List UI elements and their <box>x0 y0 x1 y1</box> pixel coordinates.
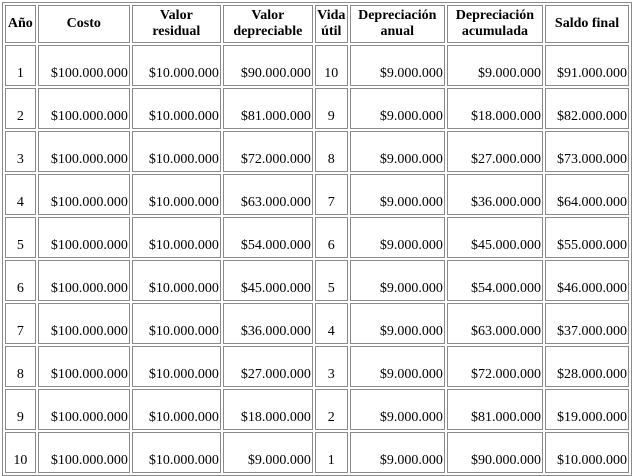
cell-residual: $10.000.000 <box>132 45 221 86</box>
cell-accumulated: $54.000.000 <box>447 260 543 301</box>
cell-annual: $9.000.000 <box>350 346 445 387</box>
cell-life: 3 <box>315 346 348 387</box>
cell-depreciable: $90.000.000 <box>223 45 313 86</box>
cell-annual: $9.000.000 <box>350 389 445 430</box>
cell-depreciable: $63.000.000 <box>223 174 313 215</box>
cell-final: $82.000.000 <box>545 88 629 129</box>
cell-cost: $100.000.000 <box>38 389 130 430</box>
cell-final: $46.000.000 <box>545 260 629 301</box>
header-row <box>5 5 629 43</box>
cell-cost: $100.000.000 <box>38 260 130 301</box>
table-row <box>5 217 629 258</box>
cell-life: 2 <box>315 389 348 430</box>
cell-year: 6 <box>5 260 36 301</box>
column-header-annual-line: Depreciación <box>358 8 437 23</box>
cell-life: 10 <box>315 45 348 86</box>
cell-final: $55.000.000 <box>545 217 629 258</box>
column-header-life <box>315 5 348 43</box>
cell-life: 6 <box>315 217 348 258</box>
cell-accumulated: $72.000.000 <box>447 346 543 387</box>
column-header-depreciable-line: Valor <box>251 8 285 23</box>
cell-life: 7 <box>315 174 348 215</box>
table-row <box>5 389 629 430</box>
cell-final: $37.000.000 <box>545 303 629 344</box>
cell-residual: $10.000.000 <box>132 346 221 387</box>
column-header-residual-line: residual <box>152 24 201 39</box>
cell-cost: $100.000.000 <box>38 174 130 215</box>
cell-residual: $10.000.000 <box>132 260 221 301</box>
column-header-final-line: Saldo final <box>554 16 620 31</box>
cell-depreciable: $9.000.000 <box>223 432 313 473</box>
cell-depreciable: $81.000.000 <box>223 88 313 129</box>
cell-accumulated: $45.000.000 <box>447 217 543 258</box>
table-row <box>5 303 629 344</box>
cell-annual: $9.000.000 <box>350 131 445 172</box>
cell-residual: $10.000.000 <box>132 88 221 129</box>
cell-annual: $9.000.000 <box>350 260 445 301</box>
column-header-final <box>545 5 629 43</box>
column-header-accumulated <box>447 5 543 43</box>
column-header-residual-line: Valor <box>159 8 193 23</box>
cell-life: 9 <box>315 88 348 129</box>
column-header-annual-line: anual <box>380 24 414 39</box>
column-header-residual <box>132 5 221 43</box>
cell-accumulated: $36.000.000 <box>447 174 543 215</box>
cell-cost: $100.000.000 <box>38 217 130 258</box>
column-header-cost-line: Costo <box>66 16 101 31</box>
cell-accumulated: $90.000.000 <box>447 432 543 473</box>
cell-annual: $9.000.000 <box>350 432 445 473</box>
cell-year: 9 <box>5 389 36 430</box>
cell-accumulated: $9.000.000 <box>447 45 543 86</box>
table-row <box>5 346 629 387</box>
cell-year: 8 <box>5 346 36 387</box>
column-header-year-line: Año <box>7 16 33 31</box>
cell-residual: $10.000.000 <box>132 131 221 172</box>
cell-final: $10.000.000 <box>545 432 629 473</box>
cell-annual: $9.000.000 <box>350 303 445 344</box>
cell-life: 5 <box>315 260 348 301</box>
cell-final: $73.000.000 <box>545 131 629 172</box>
column-header-accumulated-line: Depreciación <box>455 8 535 23</box>
cell-depreciable: $54.000.000 <box>223 217 313 258</box>
column-header-depreciable <box>223 5 313 43</box>
column-header-life-line: útil <box>321 24 342 39</box>
cell-depreciable: $27.000.000 <box>223 346 313 387</box>
cell-depreciable: $36.000.000 <box>223 303 313 344</box>
cell-residual: $10.000.000 <box>132 432 221 473</box>
cell-depreciable: $72.000.000 <box>223 131 313 172</box>
column-header-accumulated-line: acumulada <box>461 24 528 39</box>
cell-residual: $10.000.000 <box>132 217 221 258</box>
cell-cost: $100.000.000 <box>38 131 130 172</box>
cell-cost: $100.000.000 <box>38 88 130 129</box>
column-header-cost <box>38 5 130 43</box>
cell-year: 7 <box>5 303 36 344</box>
table-body <box>5 45 629 473</box>
depreciation-table <box>2 2 632 476</box>
table-header <box>5 5 629 43</box>
column-header-year <box>5 5 36 43</box>
cell-final: $64.000.000 <box>545 174 629 215</box>
cell-life: 8 <box>315 131 348 172</box>
cell-residual: $10.000.000 <box>132 174 221 215</box>
cell-cost: $100.000.000 <box>38 303 130 344</box>
table-row <box>5 131 629 172</box>
column-header-life-line: Vida <box>317 8 346 23</box>
cell-year: 3 <box>5 131 36 172</box>
cell-annual: $9.000.000 <box>350 88 445 129</box>
cell-accumulated: $63.000.000 <box>447 303 543 344</box>
cell-year: 10 <box>5 432 36 473</box>
cell-annual: $9.000.000 <box>350 217 445 258</box>
cell-annual: $9.000.000 <box>350 174 445 215</box>
cell-cost: $100.000.000 <box>38 45 130 86</box>
cell-accumulated: $81.000.000 <box>447 389 543 430</box>
cell-final: $28.000.000 <box>545 346 629 387</box>
cell-life: 4 <box>315 303 348 344</box>
cell-residual: $10.000.000 <box>132 389 221 430</box>
cell-year: 5 <box>5 217 36 258</box>
cell-cost: $100.000.000 <box>38 346 130 387</box>
cell-depreciable: $45.000.000 <box>223 260 313 301</box>
cell-residual: $10.000.000 <box>132 303 221 344</box>
cell-life: 1 <box>315 432 348 473</box>
table-row <box>5 260 629 301</box>
table-row <box>5 45 629 86</box>
table-row <box>5 88 629 129</box>
table-row <box>5 432 629 473</box>
cell-depreciable: $18.000.000 <box>223 389 313 430</box>
column-header-depreciable-line: depreciable <box>233 24 303 39</box>
cell-final: $19.000.000 <box>545 389 629 430</box>
cell-cost: $100.000.000 <box>38 432 130 473</box>
cell-year: 1 <box>5 45 36 86</box>
cell-year: 4 <box>5 174 36 215</box>
cell-accumulated: $18.000.000 <box>447 88 543 129</box>
cell-accumulated: $27.000.000 <box>447 131 543 172</box>
table-row <box>5 174 629 215</box>
column-header-annual <box>350 5 445 43</box>
cell-annual: $9.000.000 <box>350 45 445 86</box>
cell-year: 2 <box>5 88 36 129</box>
cell-final: $91.000.000 <box>545 45 629 86</box>
